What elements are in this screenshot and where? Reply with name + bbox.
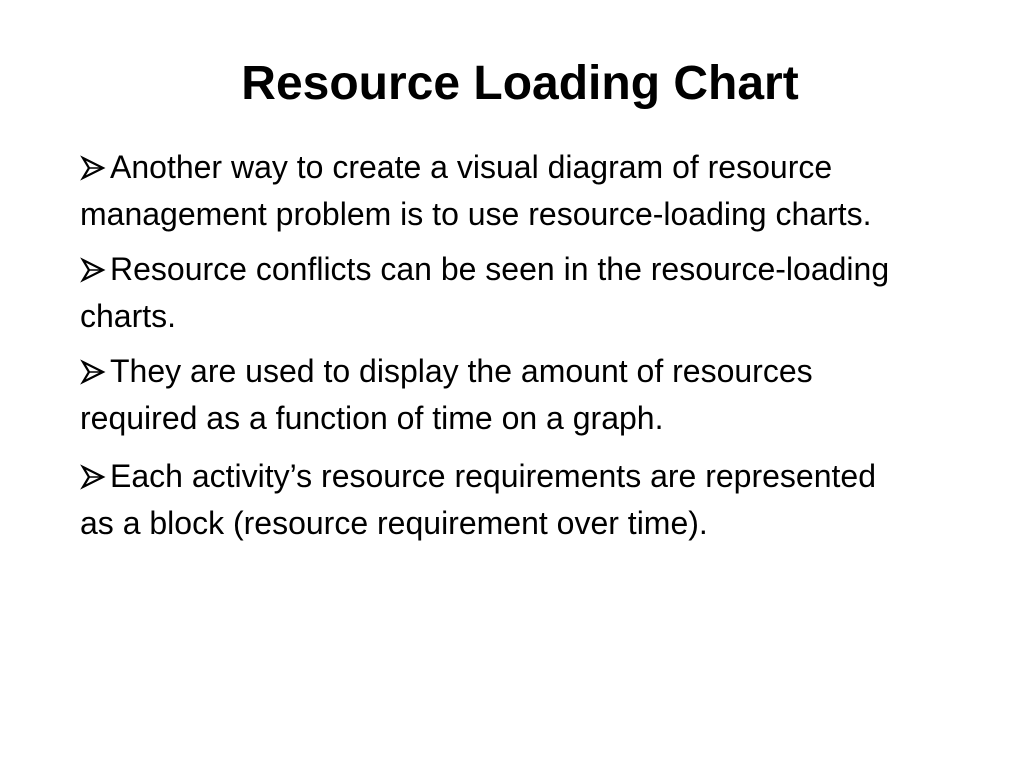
bullet-text: Each activity’s resource requirements are represented as a block (resource requirement over time). <box>80 458 876 541</box>
bullet-item <box>80 246 900 340</box>
bullet-list <box>80 144 900 555</box>
arrow-bullet-icon <box>80 257 110 283</box>
arrow-bullet-icon <box>80 464 110 490</box>
slide-title: Resource Loading Chart <box>241 57 799 110</box>
bullet-item <box>80 144 900 238</box>
bullet-text: They are used to display the amount of resources required as a function of time on a graph. <box>80 353 813 436</box>
bullet-text: Resource conflicts can be seen in the resource-loading charts. <box>80 251 890 334</box>
arrow-bullet-icon <box>80 359 110 385</box>
bullet-text: Another way to create a visual diagram of resource management problem is to use resource-loading charts. <box>80 149 872 232</box>
arrow-bullet-icon <box>80 155 110 181</box>
bullet-item <box>80 348 900 442</box>
bullet-item <box>80 453 900 547</box>
